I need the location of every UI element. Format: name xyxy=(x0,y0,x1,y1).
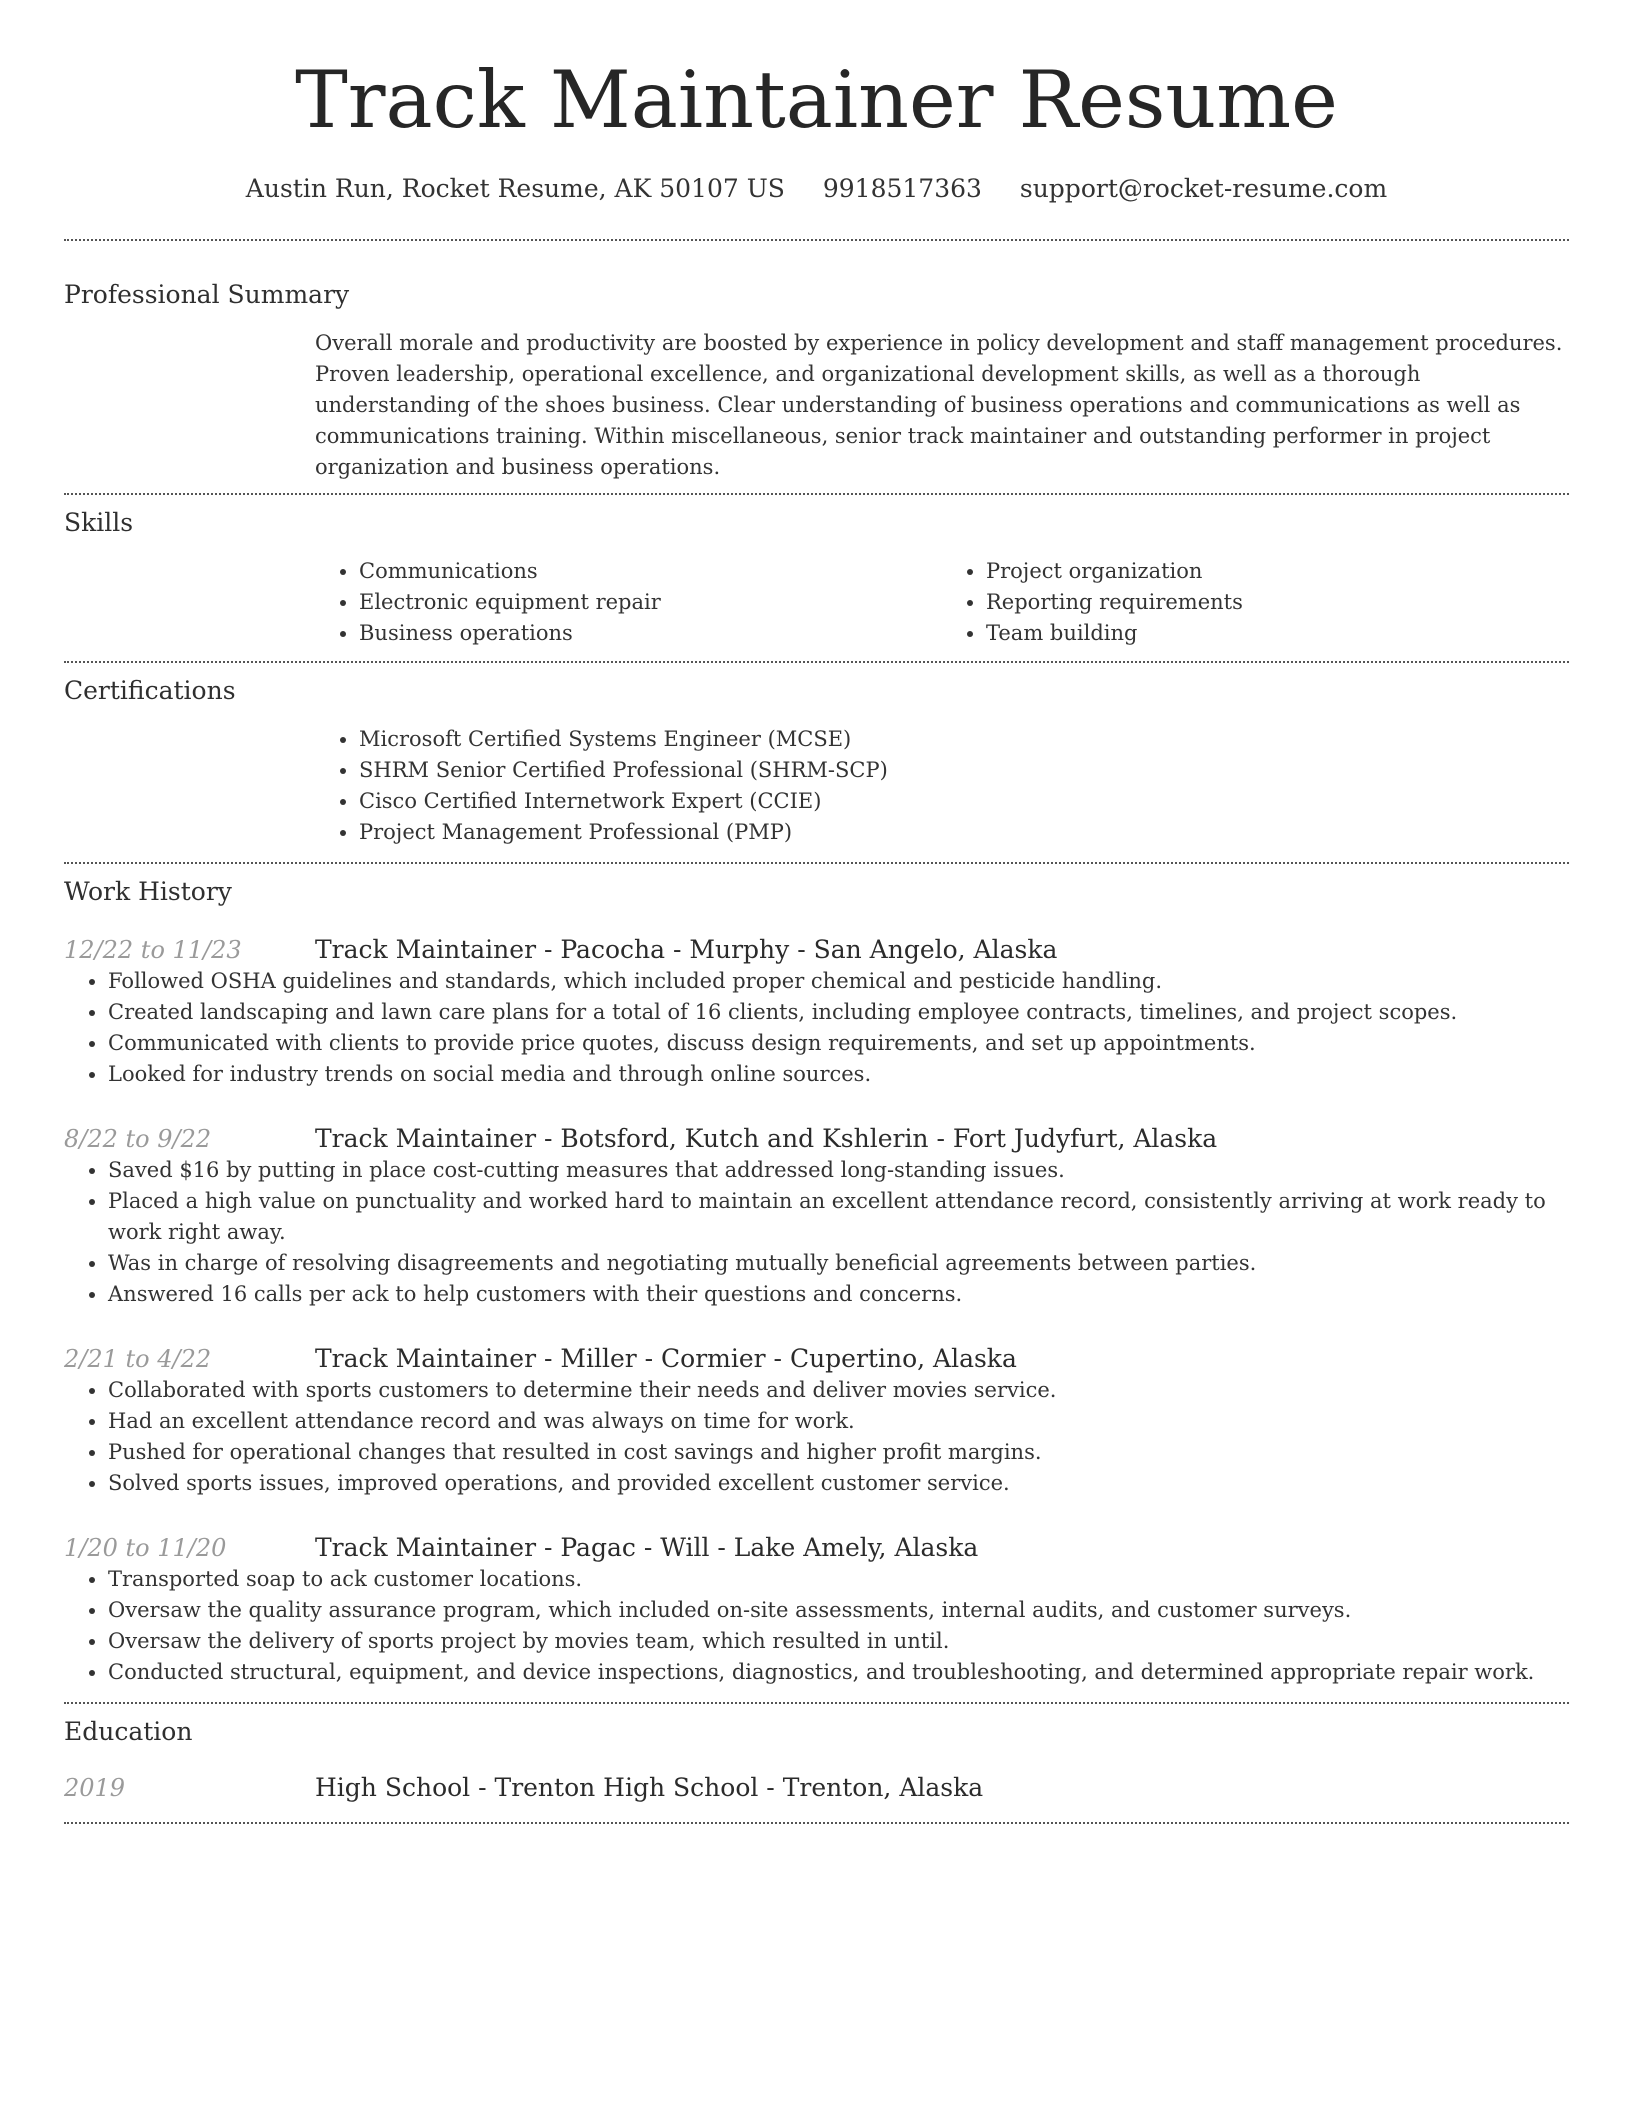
job-bullet: • Created landscaping and lawn care plans for a total of 16 clients, including employee contracts, timelines, and project scopes. xyxy=(108,997,1569,1028)
education-title: High School - Trenton High School - Trenton, Alaska xyxy=(315,1773,984,1802)
certification-item: • Microsoft Certified Systems Engineer (MCSE) xyxy=(359,724,1569,755)
job-bullet: • Transported soap to ack customer locations. xyxy=(108,1564,1569,1595)
job-entry xyxy=(64,934,1569,1090)
divider xyxy=(64,1822,1569,1824)
job-bullets xyxy=(64,1155,1569,1310)
certification-item: • Cisco Certified Internetwork Expert (CCIE) xyxy=(359,786,1569,817)
skills-section xyxy=(64,495,1569,649)
job-date: 2/21 to 4/22 xyxy=(64,1345,212,1373)
certification-item: • Project Management Professional (PMP) xyxy=(359,817,1569,848)
job-header xyxy=(64,1123,1569,1155)
job-bullets xyxy=(64,1375,1569,1499)
contact-phone: 9918517363 xyxy=(822,174,982,203)
summary-section xyxy=(64,241,1569,483)
resume-title: Track Maintainer Resume xyxy=(295,54,1338,146)
education-date: 2019 xyxy=(64,1774,126,1802)
contact-email[interactable]: support@rocket-resume.com xyxy=(1019,174,1388,203)
section-heading-work-history: Work History xyxy=(64,877,232,906)
job-bullet: • Looked for industry trends on social media and through online sources. xyxy=(108,1059,1569,1090)
job-bullet: • Oversaw the quality assurance program, which included on-site assessments, internal audits, and customer surveys. xyxy=(108,1595,1569,1626)
summary-content xyxy=(315,328,1569,483)
job-bullet: • Solved sports issues, improved operations, and provided excellent customer service. xyxy=(108,1468,1569,1499)
contact-address: Austin Run, Rocket Resume, AK 50107 US xyxy=(245,174,785,203)
job-bullet: • Collaborated with sports customers to determine their needs and deliver movies service. xyxy=(108,1375,1569,1406)
certifications-list xyxy=(315,724,1569,848)
skill-item: • Team building xyxy=(986,618,1569,649)
job-bullet: • Pushed for operational changes that resulted in cost savings and higher profit margins. xyxy=(108,1437,1569,1468)
job-date: 1/20 to 11/20 xyxy=(64,1534,227,1562)
work-history-section xyxy=(64,864,1569,1688)
skill-item: • Electronic equipment repair xyxy=(359,587,942,618)
certifications-content xyxy=(315,724,1569,848)
job-entry xyxy=(64,1532,1569,1688)
certifications-section xyxy=(64,663,1569,848)
section-heading-education: Education xyxy=(64,1717,193,1746)
certification-item: • SHRM Senior Certified Professional (SHRM-SCP) xyxy=(359,755,1569,786)
education-section xyxy=(64,1704,1569,1804)
job-bullet: • Followed OSHA guidelines and standards, which included proper chemical and pesticide handling. xyxy=(108,966,1569,997)
job-bullet: • Communicated with clients to provide price quotes, discuss design requirements, and set up appointments. xyxy=(108,1028,1569,1059)
section-heading-certifications: Certifications xyxy=(64,676,236,705)
job-bullet: • Answered 16 calls per ack to help customers with their questions and concerns. xyxy=(108,1279,1569,1310)
skills-list-right xyxy=(942,556,1569,649)
job-bullet: • Saved $16 by putting in place cost-cutting measures that addressed long-standing issues. xyxy=(108,1155,1569,1186)
job-bullets xyxy=(64,966,1569,1090)
job-entry xyxy=(64,1123,1569,1310)
resume-page xyxy=(64,0,1569,1824)
job-bullet: • Oversaw the delivery of sports project by movies team, which resulted in until. xyxy=(108,1626,1569,1657)
skill-item: • Reporting requirements xyxy=(986,587,1569,618)
job-bullets xyxy=(64,1564,1569,1688)
job-bullet: • Conducted structural, equipment, and device inspections, diagnostics, and troubleshooting, and determined appropriate repair work. xyxy=(108,1657,1569,1688)
job-title: Track Maintainer - Pacocha - Murphy - San Angelo, Alaska xyxy=(315,935,1058,964)
skill-item: • Communications xyxy=(359,556,942,587)
job-date: 8/22 to 9/22 xyxy=(64,1125,212,1153)
job-entry xyxy=(64,1343,1569,1499)
job-header xyxy=(64,934,1569,966)
job-bullet: • Had an excellent attendance record and was always on time for work. xyxy=(108,1406,1569,1437)
job-title: Track Maintainer - Pagac - Will - Lake Amely, Alaska xyxy=(315,1533,979,1562)
education-entry xyxy=(64,1772,1569,1804)
skill-item: • Business operations xyxy=(359,618,942,649)
job-title: Track Maintainer - Botsford, Kutch and Kshlerin - Fort Judyfurt, Alaska xyxy=(315,1124,1218,1153)
job-title: Track Maintainer - Miller - Cormier - Cupertino, Alaska xyxy=(315,1344,1017,1373)
job-header xyxy=(64,1343,1569,1375)
section-heading-summary: Professional Summary xyxy=(64,280,350,309)
job-date: 12/22 to 11/23 xyxy=(64,936,242,964)
skill-item: • Project organization xyxy=(986,556,1569,587)
job-header xyxy=(64,1532,1569,1564)
job-bullet: • Placed a high value on punctuality and worked hard to maintain an excellent attendance record, consistently arriving at work ready to work right away. xyxy=(108,1186,1569,1248)
job-bullet: • Was in charge of resolving disagreements and negotiating mutually beneficial agreements between parties. xyxy=(108,1248,1569,1279)
skills-list-left xyxy=(315,556,942,649)
summary-text: Overall morale and productivity are boosted by experience in policy development and staff management procedures. Proven leadership, operational excellence, and organizational development skills, as well as a thorough understanding of the shoes business. Clear understanding of business operations and communications as well as communications training. Within miscellaneous, senior track maintainer and outstanding performer in project organization and business operations. xyxy=(315,331,1563,479)
skills-grid xyxy=(315,556,1569,649)
section-heading-skills: Skills xyxy=(64,508,134,537)
contact-line xyxy=(64,174,1569,204)
